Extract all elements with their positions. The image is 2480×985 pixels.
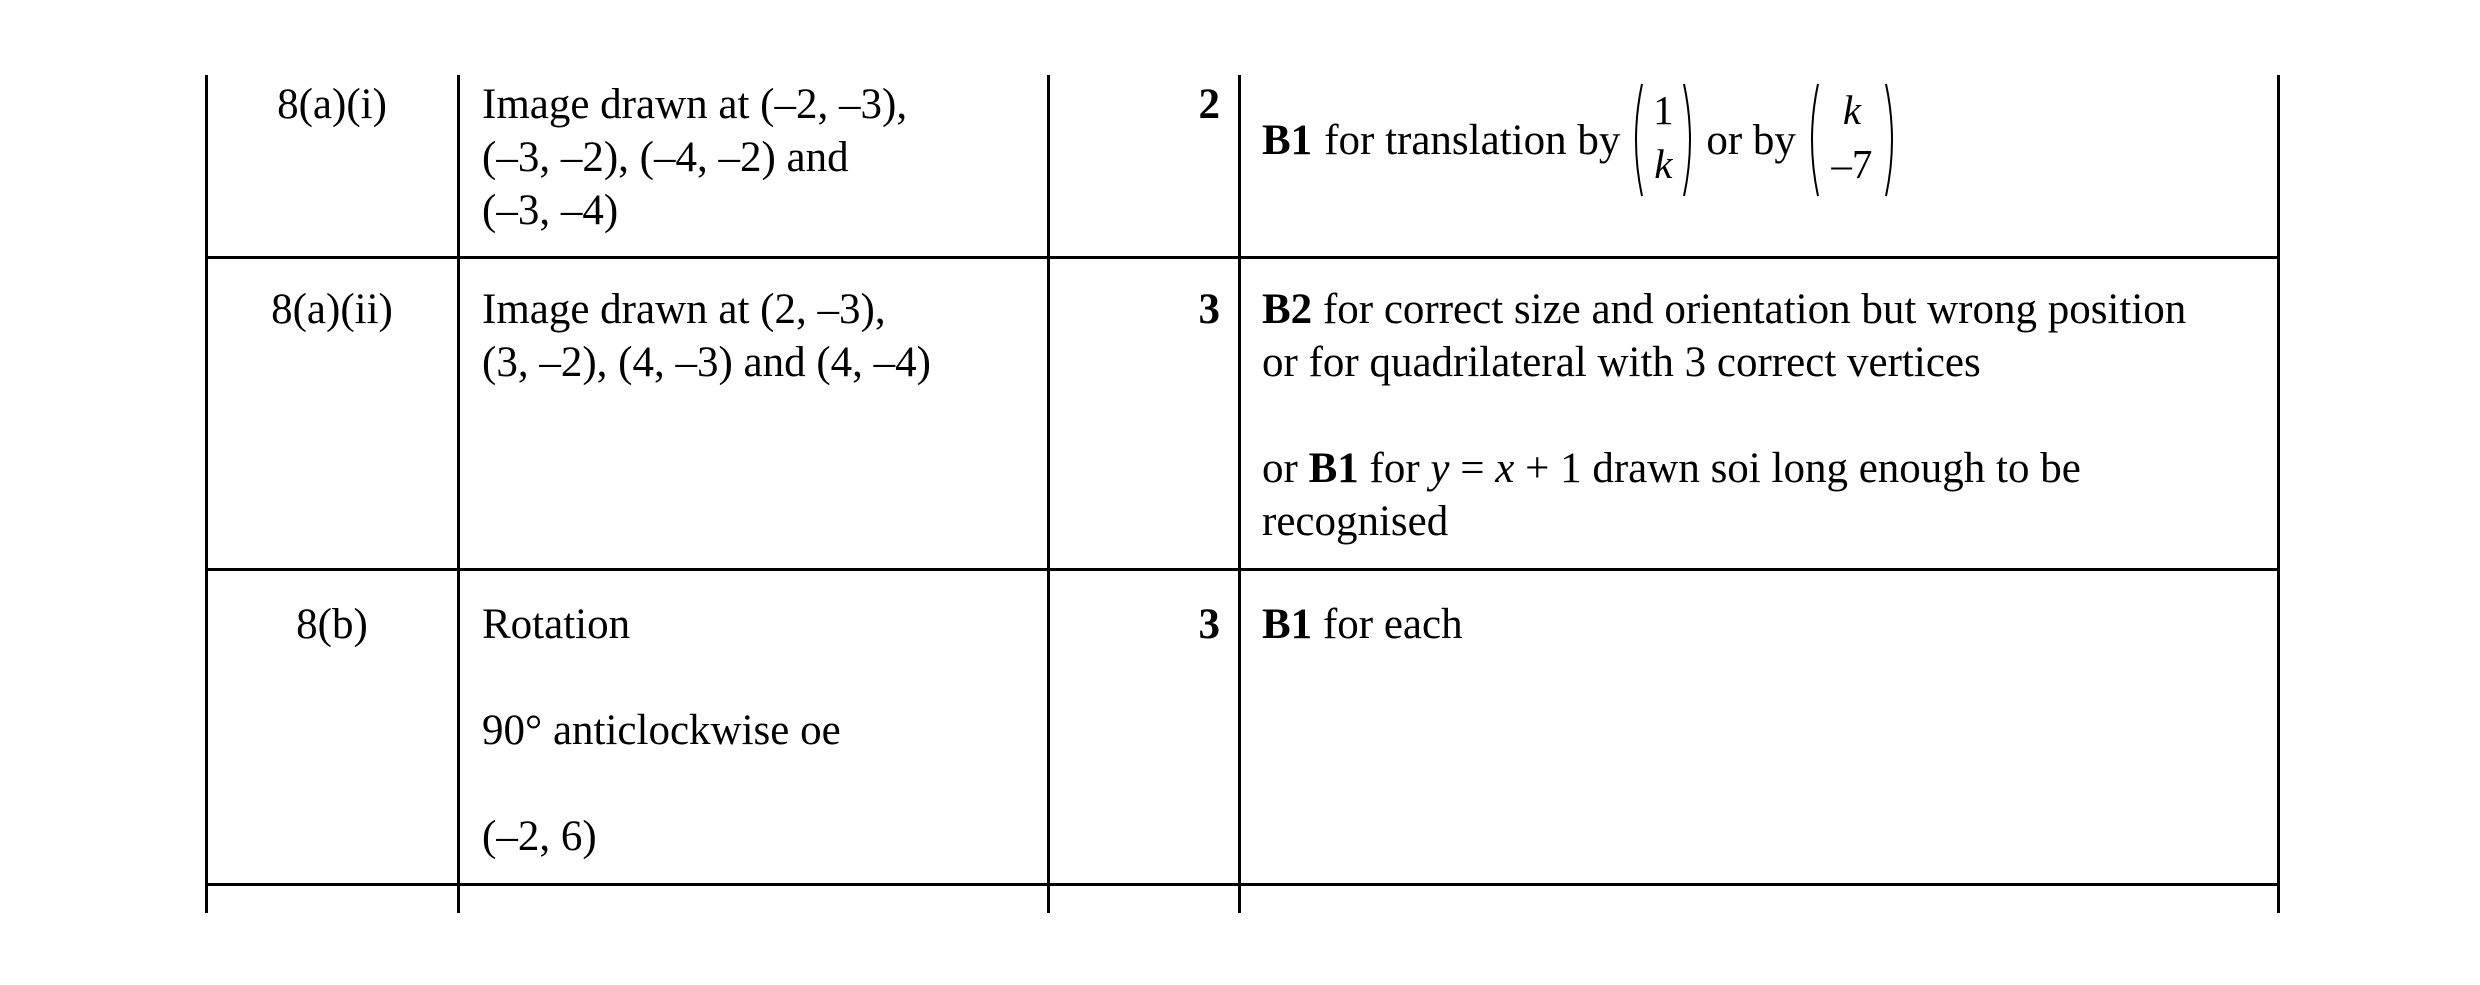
answer-line: Image drawn at (–2, –3), bbox=[482, 81, 908, 128]
row-divider-2 bbox=[206, 568, 2279, 571]
question-number: 8(a)(i) bbox=[277, 81, 387, 128]
vector-bottom: k bbox=[1654, 141, 1673, 187]
answer-line: (–3, –2), (–4, –2) and bbox=[482, 134, 849, 181]
guidance-text: for each bbox=[1322, 601, 1463, 648]
mark-code: B2 bbox=[1262, 286, 1313, 333]
guidance-cell bbox=[1262, 598, 2277, 651]
math-variable: y bbox=[1430, 445, 1450, 492]
column-vector bbox=[1804, 80, 1900, 200]
vector-bottom: –7 bbox=[1831, 141, 1873, 187]
vector-top: 1 bbox=[1653, 87, 1674, 133]
answer-line: (3, –2), (4, –3) and (4, –4) bbox=[482, 339, 932, 386]
guidance-line bbox=[1262, 80, 2277, 200]
answer-line: Rotation bbox=[482, 601, 631, 648]
math-variable: x bbox=[1495, 445, 1515, 492]
marks-value: 2 bbox=[1198, 81, 1220, 128]
table-border-right bbox=[2277, 75, 2280, 913]
answer-line: (–3, –4) bbox=[482, 187, 619, 234]
question-number: 8(b) bbox=[296, 601, 368, 648]
answer-line: 90° anticlockwise oe bbox=[482, 707, 841, 754]
row-divider-1 bbox=[206, 256, 2279, 259]
mark-code: B1 bbox=[1308, 445, 1359, 492]
mark-code: B1 bbox=[1262, 601, 1313, 648]
row-divider-3 bbox=[206, 883, 2279, 886]
answer-cell bbox=[482, 78, 1042, 237]
answer-line: (–2, 6) bbox=[482, 813, 597, 860]
table-border-left bbox=[205, 75, 208, 913]
guidance-text: for translation by bbox=[1324, 116, 1621, 164]
answer-line: Image drawn at (2, –3), bbox=[482, 286, 886, 333]
guidance-line bbox=[1262, 442, 2277, 495]
guidance-line: or for quadrilateral with 3 correct vertices bbox=[1262, 339, 1981, 386]
marks-value: 3 bbox=[1198, 601, 1220, 648]
question-number: 8(a)(ii) bbox=[271, 286, 393, 333]
guidance-text: + 1 drawn soi long enough to be bbox=[1525, 445, 2081, 492]
guidance-cell bbox=[1262, 80, 2277, 200]
math-operator: = bbox=[1460, 445, 1485, 492]
vector-top: k bbox=[1842, 87, 1862, 133]
guidance-cell bbox=[1262, 283, 2277, 548]
guidance-line bbox=[1262, 598, 2277, 651]
guidance-line: recognised bbox=[1262, 498, 1449, 545]
marks-value: 3 bbox=[1198, 286, 1220, 333]
column-divider-3 bbox=[1238, 75, 1241, 913]
answer-cell bbox=[482, 283, 1042, 389]
column-divider-2 bbox=[1047, 75, 1050, 913]
guidance-text: for bbox=[1369, 445, 1420, 492]
column-divider-1 bbox=[457, 75, 460, 913]
answer-cell bbox=[482, 598, 1042, 863]
guidance-text: or by bbox=[1706, 116, 1796, 164]
column-vector bbox=[1628, 80, 1698, 200]
mark-code: B1 bbox=[1262, 116, 1313, 164]
guidance-line bbox=[1262, 283, 2277, 336]
guidance-text: for correct size and orientation but wrong position bbox=[1322, 286, 2187, 333]
guidance-text: or bbox=[1262, 445, 1298, 492]
